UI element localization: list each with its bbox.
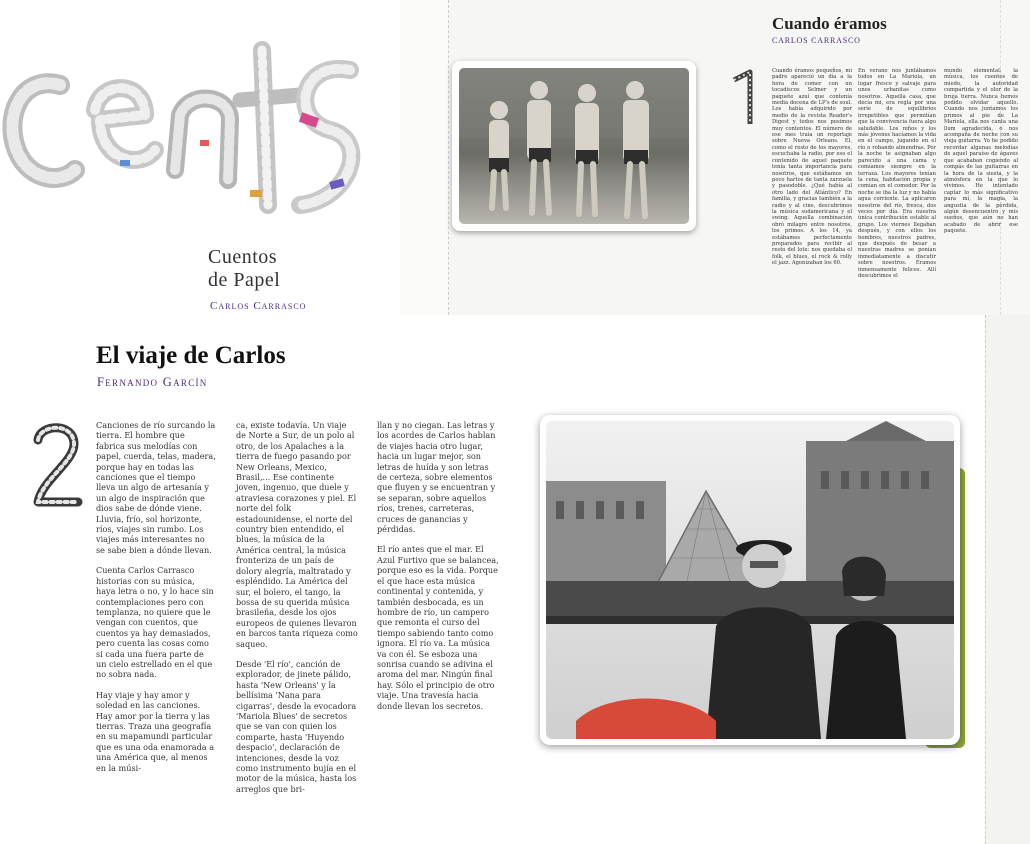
story2-paragraph: Hay viaje y hay amor y soledad en las canciones. Hay amor por la tierra y las tierras. Traza una geografía en su mapamundi particular que es una oda enamorada a una América que, al menos en la músi- <box>96 689 215 773</box>
story2-paragraph: Cuenta Carlos Carrasco historias con su música, haya letra o no, y lo hace sin contemplaciones pero con templanza, no quiere que le vengan con cuentos, que cuentos ya hay demasiados, pero cuenta las cosas como si cada una fuera parte de un cielo estrellado en el que no sobra nada. <box>96 565 214 680</box>
story2-number-2-icon <box>30 418 84 510</box>
story2-column-2 <box>236 420 358 804</box>
notebook-paper-strip-bottom <box>985 315 1030 844</box>
story1-author: CARLOS CARRASCO <box>772 36 861 45</box>
story1-number-1-icon <box>728 68 762 128</box>
story2-column-3 <box>377 420 499 721</box>
story2-paragraph: El río antes que el mar. El Azul Furtivo que se balancea, porque eso es la vida. Porque el que hace esta música continental y contenida, y también desbocada, es un hombre de río, un campero que remonta el curso del tiempo sabiendo tanto como ignora. El río va. La música va con él. Se esboza una sonrisa cuando se adivina el aroma del mar. Ningún final hay. Sólo el principio de otro viaje. Una travesía hacia donde llevan los secretos. <box>377 544 499 711</box>
story2-column-1 <box>96 420 216 783</box>
story2-paragraph: ca, existe todavía. Un viaje de Norte a Sur, de un polo al otro, de los Apalaches a la tierra de fuego pasando por New Orleans, Mexico, Brasil,... Ese continente joven, ingenuo, que duele y atraviesa corazones y piel. El norte del folk estadounidense, el norte del country bien entendido, el blues, la música de la América central, la música fronteriza de un país de dolory alegría, maltratado y espléndido. La América del sur, el bolero, el tango, la bossa de su querida música brasileña, desde los ojos europeos de quienes llevaron en barcos tanta riqueza como saqueo. <box>236 420 358 649</box>
crumpled-paper-letters-art <box>0 20 365 220</box>
story1-column-1: Cuando éramos pequeños, mi padre apareció un día a la hora de comer con un tocadiscos Selmer y un paquete azul que contenía media docena de LP's de soul. Los había adquirido por medio de la revista Reader's Digest y todos nos pusimos muy contentos. El número de ese mes traía un reportaje sobre Nueva Orleans. El, como el resto de los mayores, escuchaba la radio, por eso el contenido de aquel paquete tenía tanta importancia para nosotros, que estábamos un poco hartos de tanta zarzuela y pasodoble. ¿Qué había al otro lado del Atlántico? En familia, y gracias también a la radio y al cine, descubrimos la música sudamericana y el swing. Aquella combinación obró milagro entre nosotros, los primos. A los 14, ya estábamos perfectamente preparados para recibir al resto del lote: nos quedaba el folk, el blues, el rock & rolly el jazz. Agonizaban los 60. <box>772 68 852 267</box>
couple-at-louvre-photo <box>546 421 954 739</box>
story2-title: El viaje de Carlos <box>96 342 286 369</box>
story2-paragraph: Desde 'El río', canción de explorador, de jinete pálido, hasta 'New Orleans' y la bellísima 'Nana para cigarras', desde la evocadora 'Mariola Blues' de secretos que se van con quien los comparte, hasta 'Huyendo despacio', declaración de intenciones, desde la voz como instrumento bujía en el motor de la música, hasta los arreglos que bri- <box>236 658 357 794</box>
notebook-paper-strip <box>400 0 449 315</box>
story2-number <box>30 420 31 421</box>
story1-title: Cuando éramos <box>772 14 887 33</box>
story1-column-3: mundo elemental: la música, los cuentos de miedo, la autoridad compartida y el olor de la bruja tierra. Nunca hemos podido olvidar aquello. Cuando nos juntamos los primos al pie de La Mariola, ella nos canta una llum agradecida, o nos acompaña de noche con su vieja guitarra. Yo he podido recordar algunas melodías de aquel paraíso de ágaves que acababan cogiendo al compás de las guitarras en la hora de la siesta, y la atmósfera en la que lo vivimos. He intentado captar lo más significativo para mí, la magia, la angustia de la pérdida, algún desencuentro y mis sueños, que aún no han acabado de abrir ese paquete. <box>944 68 1018 235</box>
story2-paragraph: Canciones de río surcando la tierra. El hombre que fabrica sus melodías con papel, cuerda, telas, madera, porque hay en todas las canciones que el tiempo lleva un algo de artesanía y un algo de inspiración que dios sabe de dónde viene. Lluvia, frío, sol horizonte, ríos, viajes sin rumbo. Los viajes más interesantes no se sabe bien a dónde llevan. <box>96 420 216 555</box>
cover-author: Carlos Carrasco <box>210 300 307 312</box>
cover-title <box>208 246 280 292</box>
story1-number <box>760 70 761 71</box>
story1-column-2: En verano nos juntábamos todos en La Mariola, un lugar fresco y salvaje para unos urbanitas como nosotros. Aquella casa, que decía mi, era regla por una serie de equilibrios irrepetibles que permitían que la convivencia fuera algo saludable. Los niños y los más jóvenes hacíamos la vida en el campo, jugando en el río o robando almendras. Por la noche te asignaban algo parecido a una cama y comíamos siempre en la terraza. Los mayores tenían la cena, habitación propia y comían en el comedor. Por la noche se iba la luz y no había agua corriente. La aplicaron nosotros del río, fresca, dos veces por día. Era nuestra única contribución estable al grupo. Los viernes llegaban después, y con ellos los hombres, nuestros padres, que después de besar a nuestras madres se ponían inmediatamente a discutir sobre nosotros. Éramos inmensamente felices. Allí descubrimos el <box>858 68 936 279</box>
story2-author: Fernando Garcín <box>97 375 208 389</box>
cover-title-line1: Cuentos <box>208 246 278 268</box>
story2-paragraph: llan y no ciegan. Las letras y los acordes de Carlos hablan de viajes hacia otro lugar, hacia un lugar mejor, son letras de huída y son letras de certeza, sobre elementos que fluyen y se encuentran y se separan, sobre aquellos ríos, trenes, carreteras, cruces de ganancias y pérdidas. <box>377 420 496 535</box>
vintage-group-photo <box>459 68 689 224</box>
cover-title-line2: de Papel <box>208 269 281 291</box>
